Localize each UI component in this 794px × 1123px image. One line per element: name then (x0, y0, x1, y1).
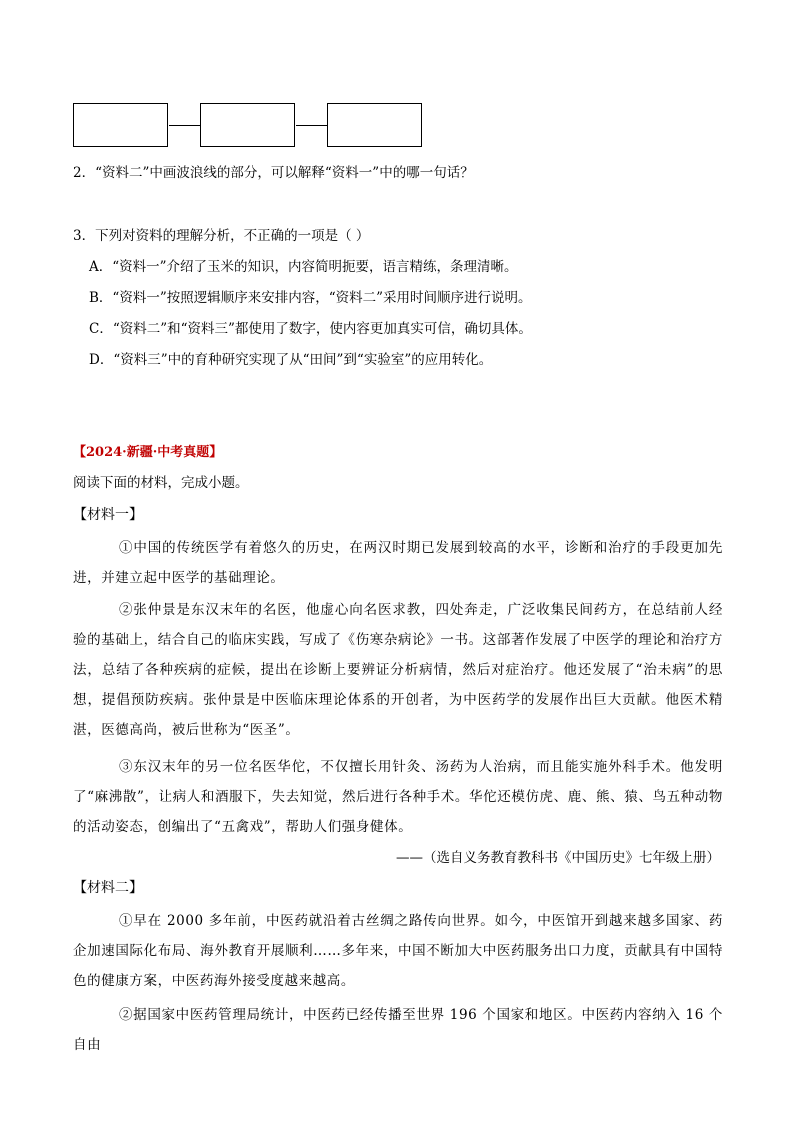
material-1-paragraph-3: ③东汉末年的另一位名医华佗，不仅擅长用针灸、汤药为人治病，而且能实施外科手术。他发明了“麻沸散”，让病人和酒服下，失去知觉，然后进行各种手术。华佗还模仿虎、鹿、熊、猿、鸟五种动物的活动姿态，创编出了“五禽戏”，帮助人们强身健体。 (73, 759, 723, 835)
option-b: B．“资料一”按照逻辑顺序来安排内容，“资料二”采用时间顺序进行说明。 (89, 290, 532, 306)
answer-box-1[interactable] (73, 103, 168, 147)
question-3-stem: 3．下列对资料的理解分析，不正确的一项是（ ） (73, 228, 370, 244)
question-2: 2．“资料二”中画波浪线的部分，可以解释“资料一”中的哪一句话？ (73, 165, 474, 181)
connector-line-1 (169, 125, 201, 126)
material-1-paragraph-2: ②张仲景是东汉末年的名医，他虚心向名医求教，四处奔走，广泛收集民间药方，在总结前人经验的基础上，结合自己的临床实践，写成了《伤寒杂病论》一书。这部著作发展了中医学的理论和治疗方法，总结了各种疾病的症候，提出在诊断上要辨证分析病情，然后对症治疗。他还发展了“治未病”的思想，提倡预防疾病。张仲景是中医临床理论体系的开创者，为中医药学的发展作出巨大贡献。他医术精湛，医德高尚，被后世称为“医圣”。 (73, 602, 723, 738)
material-1-paragraph-1: ①中国的传统医学有着悠久的历史，在两汉时期已发展到较高的水平，诊断和治疗的手段更加先进，并建立起中医学的基础理论。 (73, 540, 723, 586)
blank-box-diagram (73, 103, 425, 149)
material-2-paragraph-2: ②据国家中医药管理局统计，中医药已经传播至世界 196 个国家和地区。中医药内容纳入 16 个自由 (73, 1007, 723, 1053)
option-a: A．“资料一”介绍了玉米的知识，内容简明扼要，语言精练，条理清晰。 (89, 259, 518, 275)
material-2-heading: 【材料二】 (73, 880, 143, 896)
answer-box-3[interactable] (327, 103, 422, 147)
answer-box-2[interactable] (200, 103, 295, 147)
reading-instruction: 阅读下面的材料，完成小题。 (73, 475, 249, 491)
material-1-source: ——（选自义务教育教科书《中国历史》七年级上册） (396, 850, 720, 866)
material-2-paragraph-1: ①早在 2000 多年前，中医药就沿着古丝绸之路传向世界。如今，中医馆开到越来越多国家、药企加速国际化布局、海外教育开展顺利……多年来，中国不断加大中医药服务出口力度，贡献具有中国特色的健康方案，中医药海外接受度越来越高。 (73, 913, 723, 989)
exam-source-tag: 【2024·新疆·中考真题】 (73, 445, 223, 460)
material-1-heading: 【材料一】 (73, 507, 143, 523)
option-d: D．“资料三”中的育种研究实现了从“田间”到“实验室”的应用转化。 (89, 352, 493, 368)
option-c: C．“资料二”和“资料三”都使用了数字，使内容更加真实可信，确切具体。 (89, 321, 532, 337)
connector-line-2 (296, 125, 328, 126)
